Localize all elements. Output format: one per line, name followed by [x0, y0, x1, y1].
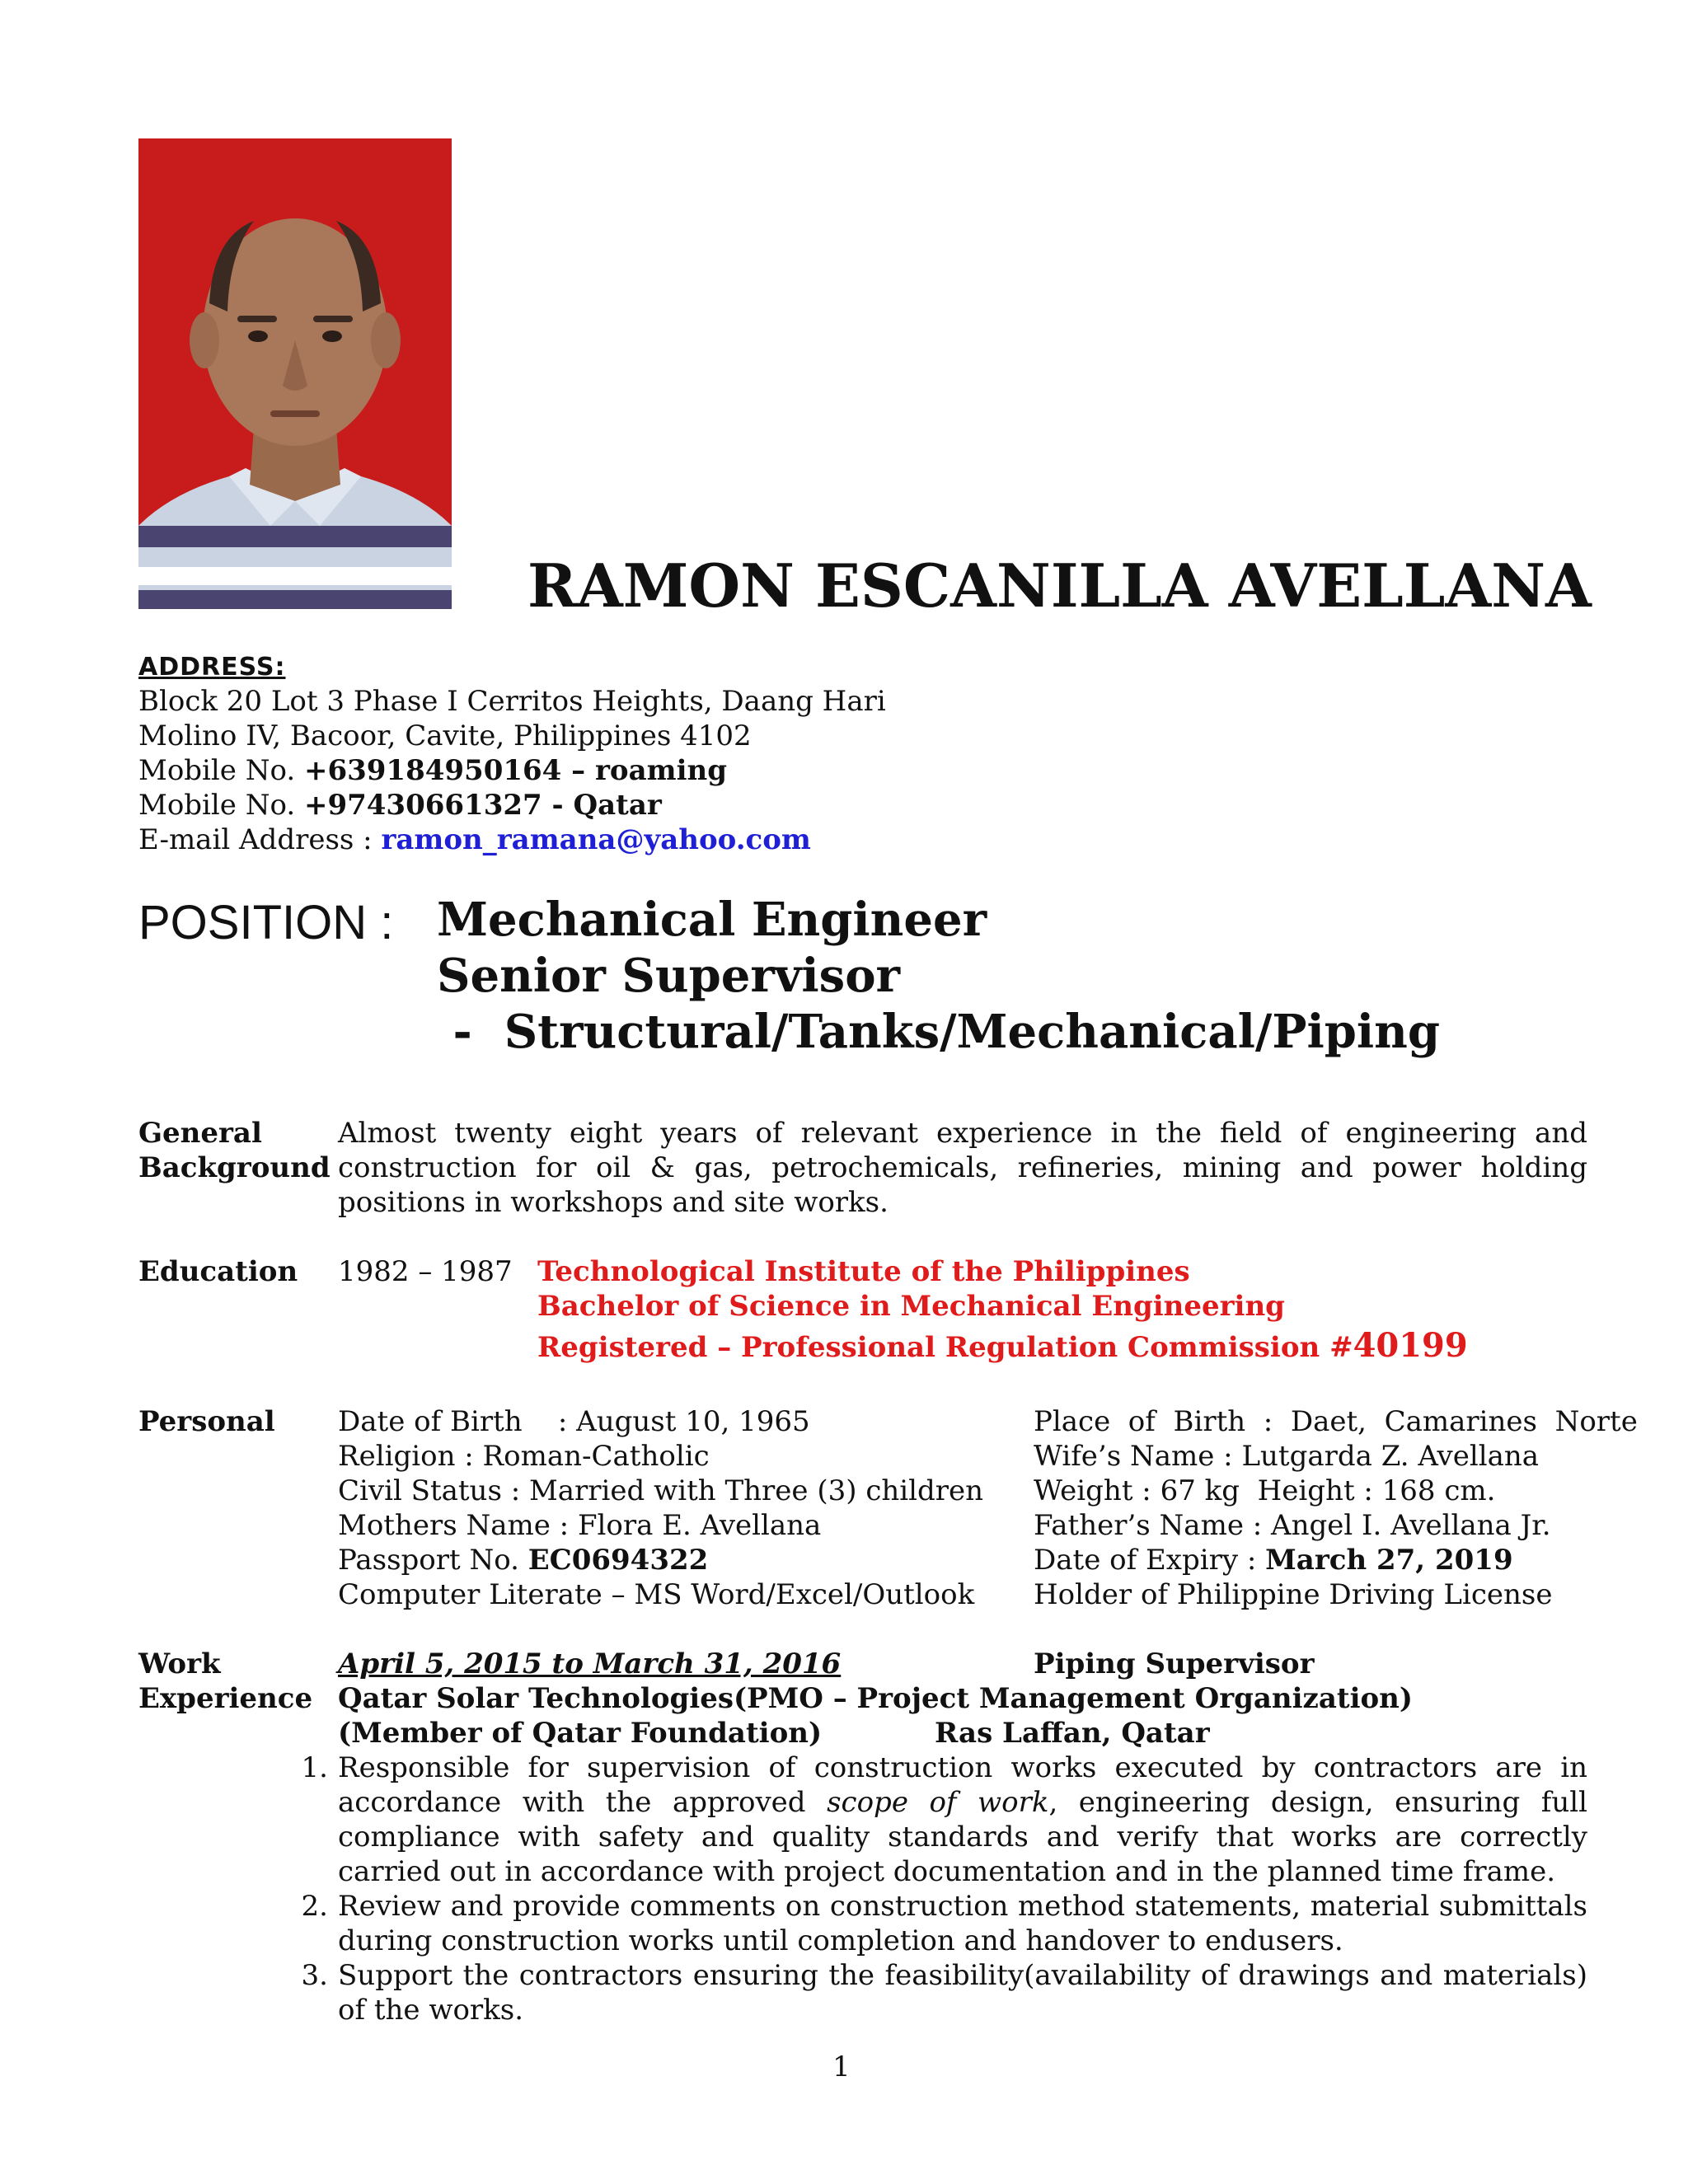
address-line: Molino IV, Bacoor, Cavite, Philippines 4102 — [138, 719, 752, 752]
candidate-name: RAMON ESCANILLA AVELLANA — [528, 551, 1592, 621]
mobile-qatar — [138, 788, 886, 823]
general-background-label — [138, 1116, 331, 1185]
personal-label: Personal — [138, 1405, 275, 1438]
email-label: E-mail Address : — [138, 823, 382, 856]
personal-item: Place of Birth : Daet, Camarines Norte — [1034, 1405, 1638, 1438]
work-company: Qatar Solar Technologies(PMO – Project Management Organization) — [338, 1682, 1413, 1715]
education-years: 1982 – 1987 — [338, 1255, 513, 1288]
duty-number: 2. — [301, 1890, 328, 1923]
position-titles — [437, 892, 1440, 1060]
personal-left-column — [338, 1404, 983, 1612]
position-title: Mechanical Engineer — [437, 893, 987, 947]
registration-label: Registered – Professional Regulation Commission # — [537, 1331, 1353, 1364]
section-label: Work — [138, 1647, 221, 1680]
emphasis: scope of work — [827, 1786, 1049, 1819]
personal-item: Mothers Name : Flora E. Avellana — [338, 1509, 822, 1542]
personal-item: Date of Expiry : March 27, 2019 — [1034, 1544, 1513, 1577]
personal-item: Holder of Philippine Driving License — [1034, 1578, 1553, 1611]
position-label: POSITION : — [138, 896, 394, 949]
email-link[interactable]: ramon_ramana@yahoo.com — [381, 823, 811, 856]
personal-item: Passport No. EC0694322 — [338, 1544, 709, 1577]
personal-item: Computer Literate – MS Word/Excel/Outlook — [338, 1578, 975, 1611]
duty-item: 2. Review and provide comments on construction method statements, material submittals during construction works until completion and handover to endusers. — [338, 1889, 1587, 1958]
mobile-label: Mobile No. — [138, 789, 304, 822]
mobile-roaming — [138, 753, 886, 788]
education-label: Education — [138, 1255, 298, 1288]
duty-number: 1. — [301, 1751, 328, 1784]
page-number: 1 — [832, 2050, 851, 2083]
mobile-number: +97430661327 - Qatar — [303, 789, 662, 822]
education-degree: Bachelor of Science in Mechanical Engineering — [537, 1290, 1285, 1323]
address-block — [138, 684, 886, 857]
duty-item: 1. Responsible for supervision of construction works executed by contractors are in accordance with the approved scope of work, engineering design, ensuring full compliance with safety and quality standards and verify that works are correctly carried out in accordance with project documentation and in the planned time frame. — [338, 1750, 1587, 1889]
education-school: Technological Institute of the Philippines — [537, 1255, 1190, 1288]
duty-number: 3. — [301, 1959, 328, 1992]
section-label: Experience — [138, 1682, 313, 1715]
section-label: General — [138, 1117, 262, 1150]
registration-number: 40199 — [1353, 1326, 1468, 1365]
personal-right-column — [1034, 1404, 1638, 1612]
profile-photo — [138, 138, 452, 609]
personal-item: Weight : 67 kg Height : 168 cm. — [1034, 1474, 1496, 1507]
education-registration — [537, 1326, 1468, 1365]
work-company-member: (Member of Qatar Foundation) — [338, 1717, 823, 1750]
duty-item: 3. Support the contractors ensuring the feasibility(availability of drawings and materials) of the works. — [338, 1958, 1587, 2027]
work-experience-label — [138, 1647, 312, 1716]
work-location: Ras Laffan, Qatar — [935, 1717, 1210, 1750]
personal-item: Date of Birth : August 10, 1965 — [338, 1405, 810, 1438]
mobile-label: Mobile No. — [138, 754, 304, 787]
portrait-illustration — [138, 138, 452, 609]
address-line: Block 20 Lot 3 Phase I Cerritos Heights, Daang Hari — [138, 685, 886, 718]
personal-item: Religion : Roman-Catholic — [338, 1440, 710, 1473]
personal-item: Wife’s Name : Lutgarda Z. Avellana — [1034, 1440, 1540, 1473]
personal-item: Civil Status : Married with Three (3) children — [338, 1474, 984, 1507]
work-role: Piping Supervisor — [1034, 1647, 1315, 1680]
work-period: April 5, 2015 to March 31, 2016 — [338, 1647, 842, 1680]
email-row — [138, 823, 886, 857]
section-label: Background — [138, 1151, 331, 1184]
position-specialties: - Structural/Tanks/Mechanical/Piping — [437, 1005, 1441, 1059]
mobile-number: +639184950164 – roaming — [303, 754, 728, 787]
general-background-text: Almost twenty eight years of relevant experience in the field of engineering and construction for oil & gas, petrochemicals, refineries, mining and power holding positions in workshops and site works. — [338, 1117, 1587, 1219]
personal-item: Father’s Name : Angel I. Avellana Jr. — [1034, 1509, 1551, 1542]
duties-list — [301, 1750, 1587, 2027]
position-title: Senior Supervisor — [437, 949, 901, 1003]
address-heading: ADDRESS: — [138, 653, 286, 682]
